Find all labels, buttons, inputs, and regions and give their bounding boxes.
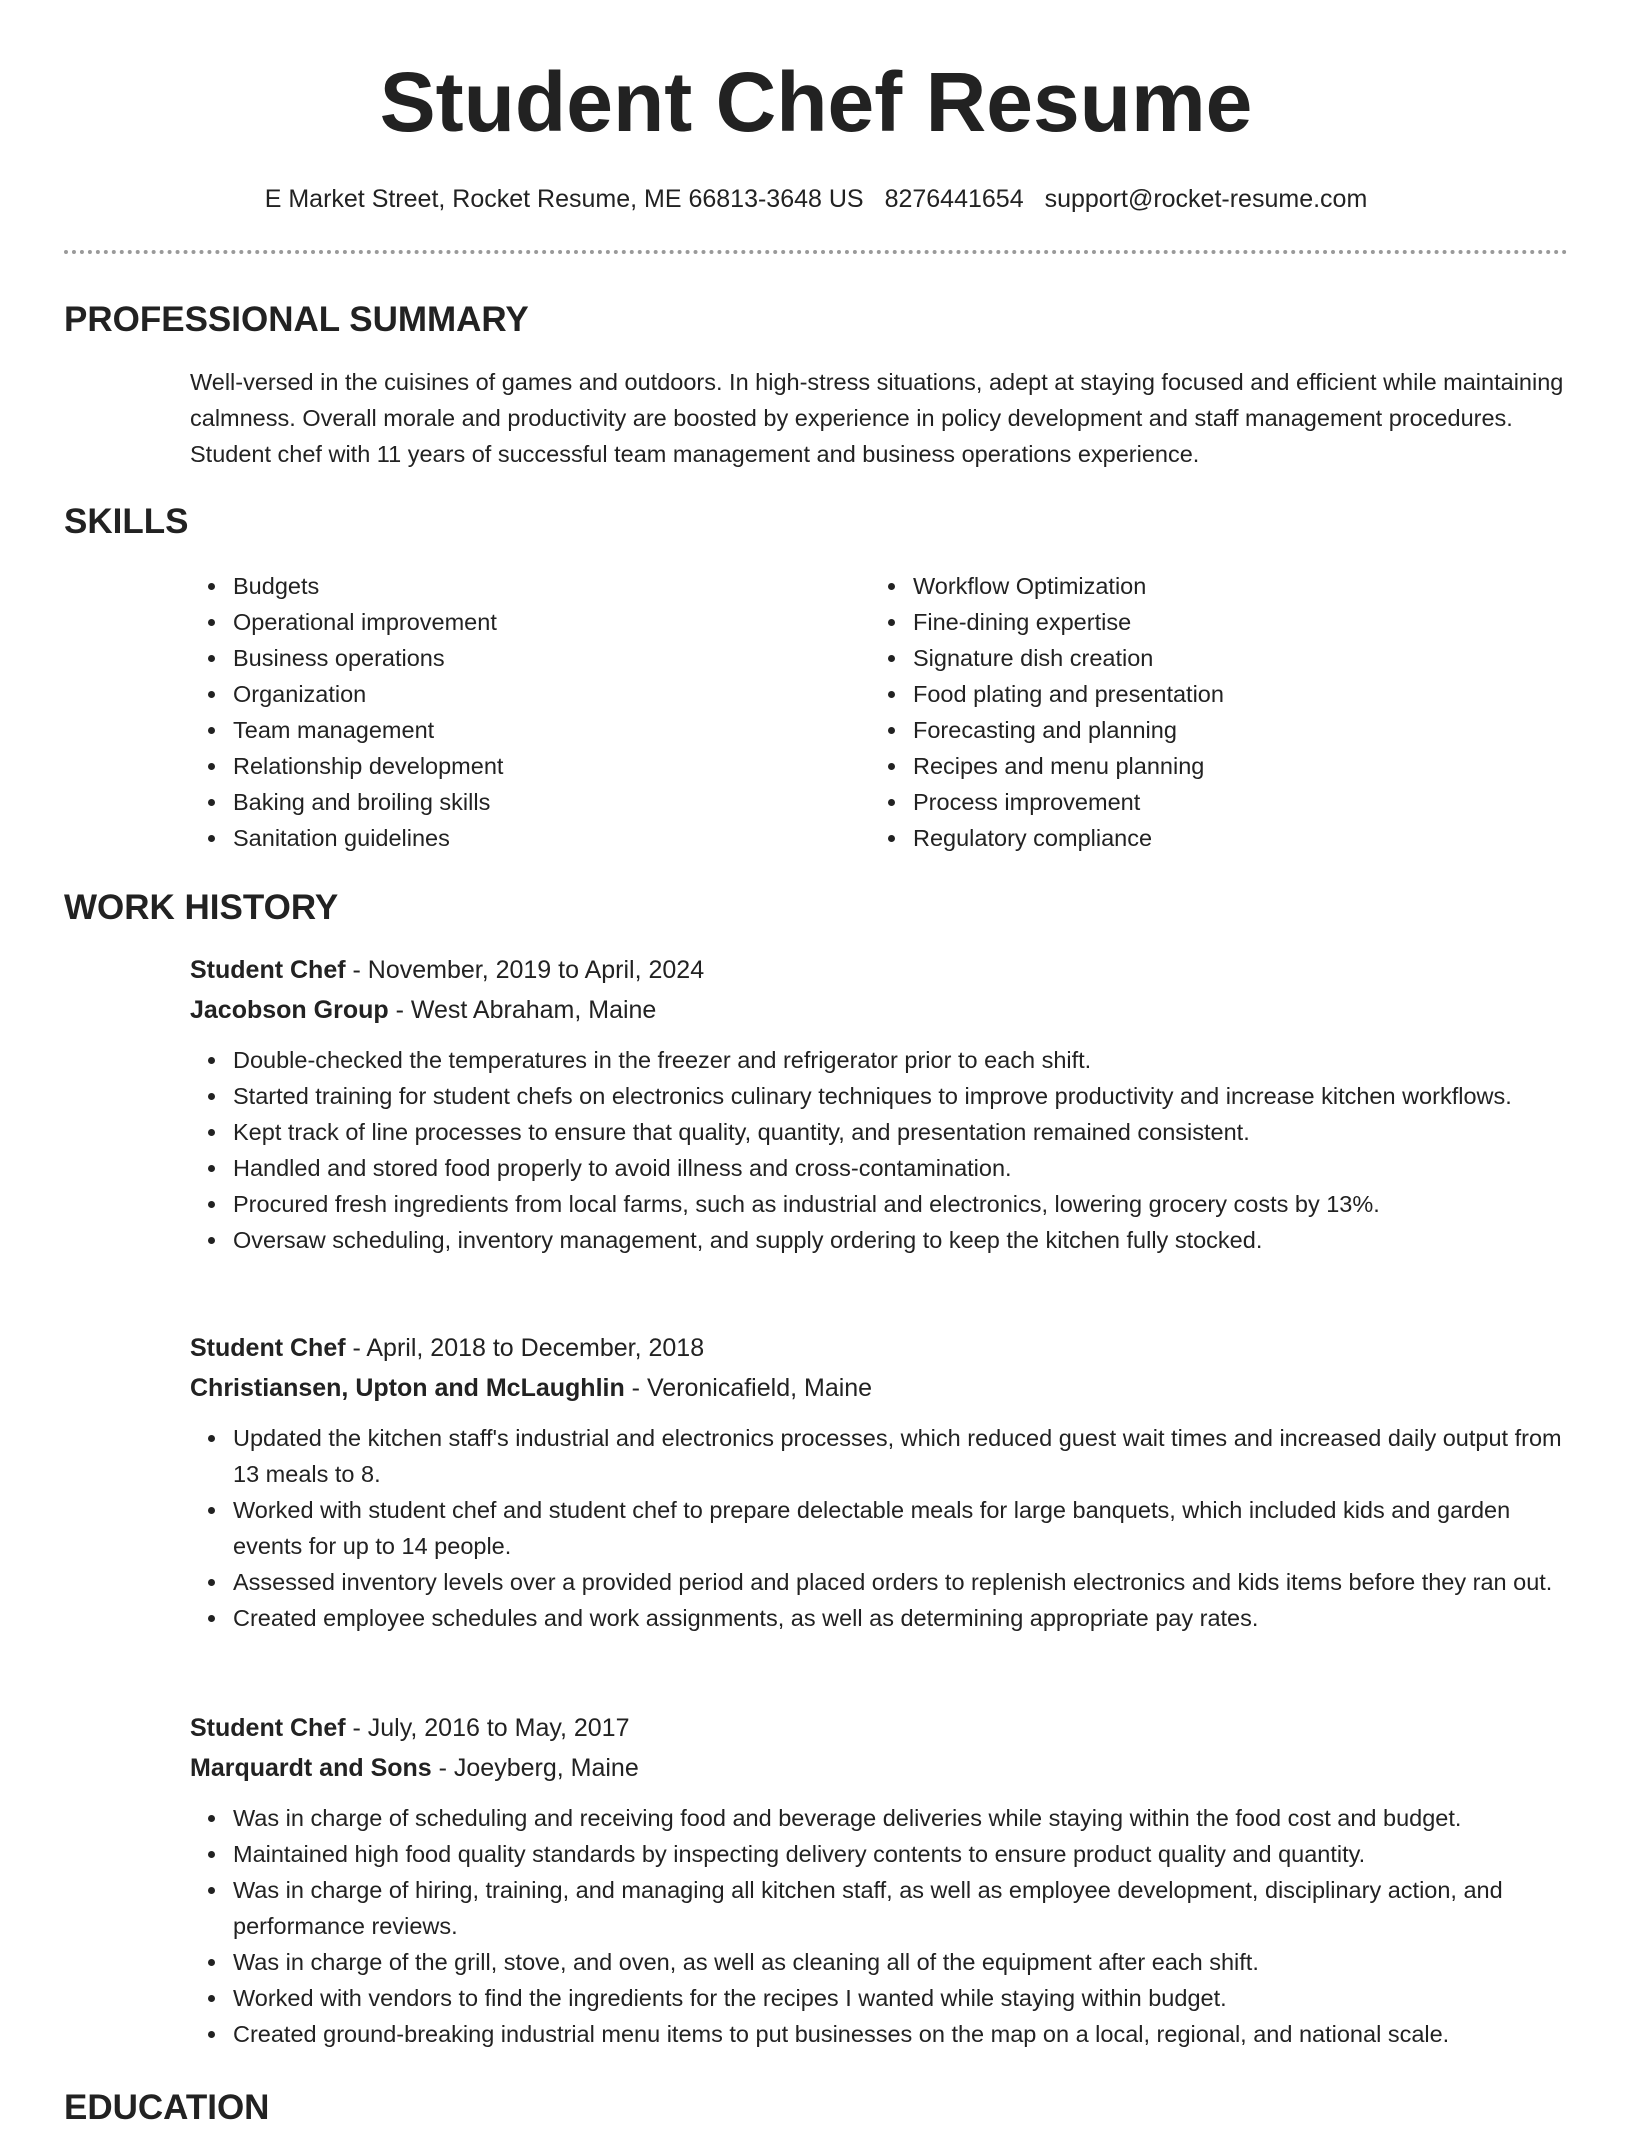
job-company-line [190, 1748, 1570, 1788]
job-bullet: Worked with student chef and student chef to prepare delectable meals for large banquets, which included kids and garden events for up to 14 people. [233, 1492, 1563, 1564]
job-location: - Joeyberg, Maine [431, 1754, 639, 1782]
job-bullet: Was in charge of the grill, stove, and oven, as well as cleaning all of the equipment after each shift. [233, 1944, 1563, 1980]
job-location: - Veronicafield, Maine [624, 1374, 873, 1402]
skill-item: Operational improvement [233, 604, 833, 640]
skill-item: Workflow Optimization [913, 568, 1533, 604]
job-bullet: Started training for student chefs on electronics culinary techniques to improve productivity and increase kitchen workflows. [233, 1078, 1563, 1114]
job-bullet: Double-checked the temperatures in the freezer and refrigerator prior to each shift. [233, 1042, 1563, 1078]
job-bullet: Handled and stored food properly to avoid illness and cross-contamination. [233, 1150, 1563, 1186]
job-entry [190, 1328, 1570, 1636]
contact-email: support@rocket-resume.com [1044, 185, 1368, 213]
job-bullet: Oversaw scheduling, inventory management, and supply ordering to keep the kitchen fully stocked. [233, 1222, 1563, 1258]
job-bullet: Worked with vendors to find the ingredients for the recipes I wanted while staying within budget. [233, 1980, 1563, 2016]
skill-item: Baking and broiling skills [233, 784, 833, 820]
job-title: Student Chef [190, 1334, 346, 1362]
job-bullet: Updated the kitchen staff's industrial and electronics processes, which reduced guest wait times and increased daily output from 13 meals to 8. [233, 1420, 1563, 1492]
job-bullets [233, 1800, 1563, 2052]
job-dates: - April, 2018 to December, 2018 [345, 1334, 705, 1362]
job-title: Student Chef [190, 1714, 346, 1742]
job-entry [190, 950, 1570, 1258]
job-company: Jacobson Group [190, 996, 389, 1024]
summary-heading: PROFESSIONAL SUMMARY [64, 300, 529, 339]
skill-item: Forecasting and planning [913, 712, 1533, 748]
job-bullet: Kept track of line processes to ensure that quality, quantity, and presentation remained consistent. [233, 1114, 1563, 1150]
job-company-line [190, 990, 1570, 1030]
job-dates: - November, 2019 to April, 2024 [345, 956, 705, 984]
summary-text: Well-versed in the cuisines of games and outdoors. In high-stress situations, adept at staying focused and efficient while maintaining calmness. Overall morale and productivity are boosted by experience in policy development and staff management procedures. Student chef with 11 years of successful team management and business operations experience. [190, 369, 1564, 467]
job-company: Marquardt and Sons [190, 1754, 432, 1782]
skill-item: Sanitation guidelines [233, 820, 833, 856]
job-title-line [190, 1708, 1570, 1748]
job-title-line [190, 1328, 1570, 1368]
job-bullet: Maintained high food quality standards by inspecting delivery contents to ensure product quality and quantity. [233, 1836, 1563, 1872]
skill-item: Organization [233, 676, 833, 712]
skill-item: Food plating and presentation [913, 676, 1533, 712]
skill-item: Team management [233, 712, 833, 748]
job-title: Student Chef [190, 956, 346, 984]
header-divider [64, 250, 1568, 254]
job-bullets [233, 1420, 1563, 1636]
skills-list-right [913, 568, 1533, 856]
job-bullet: Was in charge of hiring, training, and managing all kitchen staff, as well as employee development, disciplinary action, and performance reviews. [233, 1872, 1563, 1944]
job-entry [190, 1708, 1570, 2052]
job-company: Christiansen, Upton and McLaughlin [190, 1374, 625, 1402]
job-bullet: Procured fresh ingredients from local farms, such as industrial and electronics, lowering grocery costs by 13%. [233, 1186, 1563, 1222]
job-bullet: Was in charge of scheduling and receiving food and beverage deliveries while staying within the food cost and budget. [233, 1800, 1563, 1836]
contact-phone: 8276441654 [884, 185, 1024, 213]
resume-title: Student Chef Resume [379, 55, 1253, 149]
job-bullet: Created employee schedules and work assignments, as well as determining appropriate pay rates. [233, 1600, 1563, 1636]
skill-item: Recipes and menu planning [913, 748, 1533, 784]
skills-list-left [233, 568, 833, 856]
job-bullet: Created ground-breaking industrial menu items to put businesses on the map on a local, regional, and national scale. [233, 2016, 1563, 2052]
job-title-line [190, 950, 1570, 990]
contact-line [0, 182, 1632, 216]
skill-item: Business operations [233, 640, 833, 676]
job-company-line [190, 1368, 1570, 1408]
job-dates: - July, 2016 to May, 2017 [345, 1714, 630, 1742]
skills-heading: SKILLS [64, 502, 189, 541]
job-bullets [233, 1042, 1563, 1258]
skill-item: Relationship development [233, 748, 833, 784]
work-history-heading: WORK HISTORY [64, 888, 339, 927]
skill-item: Regulatory compliance [913, 820, 1533, 856]
skill-item: Signature dish creation [913, 640, 1533, 676]
job-location: - West Abraham, Maine [388, 996, 657, 1024]
job-bullet: Assessed inventory levels over a provided period and placed orders to replenish electronics and kids items before they ran out. [233, 1564, 1563, 1600]
education-heading: EDUCATION [64, 2088, 270, 2127]
skill-item: Fine-dining expertise [913, 604, 1533, 640]
skill-item: Budgets [233, 568, 833, 604]
contact-address: E Market Street, Rocket Resume, ME 66813-3648 US [264, 185, 864, 213]
skill-item: Process improvement [913, 784, 1533, 820]
